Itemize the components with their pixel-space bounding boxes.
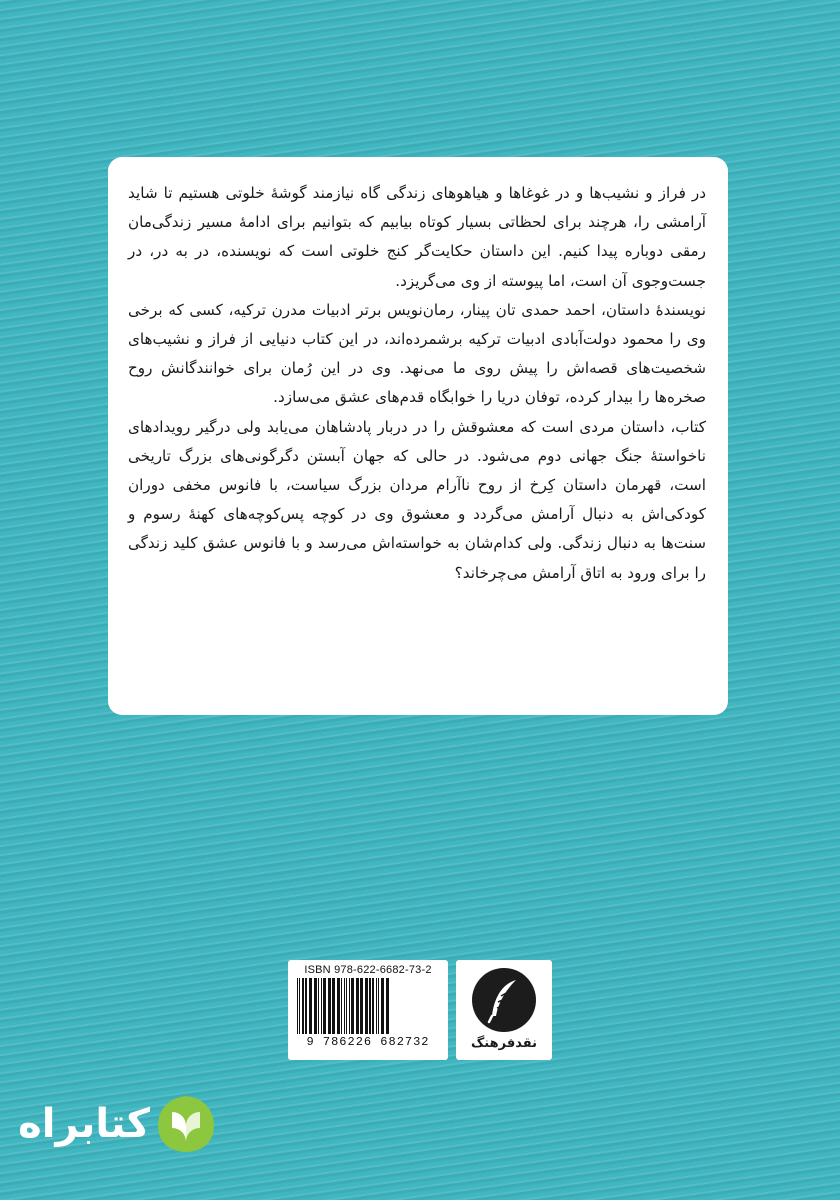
blurb-panel	[108, 157, 728, 715]
publisher-logo	[456, 960, 552, 1060]
blurb-paragraph-1: در فراز و نشیب‌ها و در غوغاها و هیاهوهای زندگی گاه نیازمند گوشهٔ خلوتی هستیم تا شاید آرامشی را، هرچند برای لحظاتی بسیار کوتاه بیابیم که بتوانیم برای ادامهٔ مسیر زندگی‌مان رمقی دوباره پیدا کنیم. این داستان حکایت‌گر کنج خلوتی است که نویسنده، در به در، در جست‌وجوی آن است، اما پیوسته از وی می‌گریزد.	[128, 184, 706, 290]
quill-feather-icon	[472, 968, 536, 1032]
publisher-name: نقدفرهنگ	[471, 1036, 537, 1051]
barcode-panel	[288, 960, 448, 1060]
blurb-paragraph-2: نویسندهٔ داستان، احمد حمدی تان پینار، رمان‌نویس برتر ادبیات مدرن ترکیه، کسی که برخی وی را محمود دولت‌آبادی ادبیات ترکیه برشمرده‌اند، در این کتاب دنیایی از فراز و نشیب‌های شخصیت‌های قصه‌اش را پیش روی ما می‌نهد. وی در این رُمان برای خوانندگانش روح صخره‌ها را بیدار کرده، توفان دریا را خوابگاه قدم‌های عشق می‌سازد.	[128, 300, 706, 407]
isbn-label: ISBN 978-622-6682-73-2	[304, 964, 432, 976]
store-name: کتابراه	[18, 1101, 150, 1147]
barcode-bars	[295, 978, 441, 1034]
store-logo	[18, 1092, 216, 1156]
blurb-paragraph-3: کتاب، داستان مردی است که معشوقش را در دربار پادشاهان می‌یابد ولی درگیر رویدادهای ناخواستهٔ جنگ جهانی دوم می‌شود. در حالی که جهان آبستن دگرگونی‌های بزرگ تاریخی است، قهرمان داستان کِرخ از روح ناآرام مردان بزرگ سیاست، با فانوس مخفی دوران کودکی‌اش به دنبال آرامش می‌گردد و معشوق وی در کوچه پس‌کوچه‌های کهنهٔ رسوم و سنت‌ها به دنبال زندگی. ولی کدام‌شان به خواسته‌اش می‌رسد و با فانوس عشق کلید زندگی را برای ورود به اتاق آرامش می‌چرخاند؟	[128, 417, 706, 582]
book-leaf-icon	[156, 1092, 216, 1156]
isbn-digits: 9 786226 682732	[306, 1035, 430, 1049]
publisher-emblem	[472, 968, 536, 1032]
